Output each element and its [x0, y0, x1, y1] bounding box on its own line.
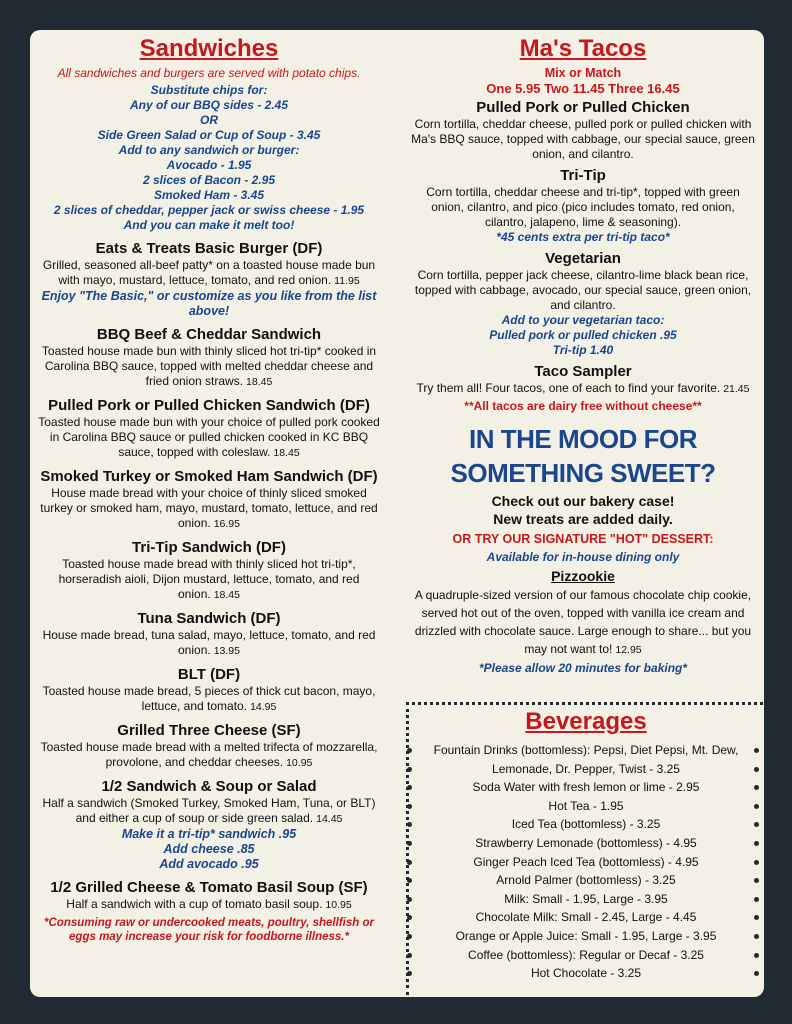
taco-note: *45 cents extra per tri-tip taco* [496, 230, 670, 244]
option-line: Avocado - 1.95 [166, 158, 252, 172]
pizzookie-price: 12.95 [615, 644, 642, 656]
sandwich-options [36, 83, 382, 233]
bullet-icon [407, 822, 412, 827]
bullet-icon [754, 934, 759, 939]
addon-line: Add avocado .95 [159, 857, 259, 871]
taco-item [410, 362, 756, 397]
menu-item [36, 325, 382, 390]
beverage-item: Strawberry Lemonade (bottomless) - 4.95 [409, 834, 763, 853]
taco-desc: Try them all! Four tacos, one of each to find your favorite. 21.45 [416, 381, 750, 395]
item-name: BLT (DF) [177, 666, 241, 683]
bullet-icon [407, 878, 412, 883]
addon-line: Pulled pork or pulled chicken .95 [489, 328, 677, 342]
sandwiches-column [36, 30, 382, 944]
option-line: 2 slices of Bacon - 2.95 [142, 173, 276, 187]
item-price: 14.45 [316, 813, 343, 825]
sandwiches-intro: All sandwiches and burgers are served with potato chips. [57, 66, 361, 80]
bullet-icon [754, 860, 759, 865]
menu-item [36, 721, 382, 771]
menu-item [36, 396, 382, 461]
item-price: 14.95 [250, 701, 277, 713]
item-name: 1/2 Sandwich & Soup or Salad [101, 778, 317, 795]
item-desc: House made bread with your choice of thinly sliced smoked turkey or smoked ham, mayo, mustard, tomato, lettuce, and red onion. 16.95 [40, 486, 378, 530]
item-price: 16.95 [213, 518, 240, 530]
option-line: Side Green Salad or Cup of Soup - 3.45 [97, 128, 321, 142]
taco-name: Vegetarian [545, 250, 621, 267]
option-line: Any of our BBQ sides - 2.45 [129, 98, 289, 112]
item-desc: Grilled, seasoned all-beef patty* on a toasted house made bun with mayo, mustard, lettuce, tomato, and red onion. 11.95 [42, 258, 376, 287]
item-price: 18.45 [213, 589, 240, 601]
item-name: Tuna Sandwich (DF) [137, 610, 281, 627]
option-line: Substitute chips for: [150, 83, 268, 97]
item-desc: Toasted house made bread with a melted trifecta of mozzarella, provolone, and cheddar cheeses. 10.95 [40, 740, 378, 769]
item-name: Smoked Turkey or Smoked Ham Sandwich (DF) [40, 468, 378, 485]
bakery-line-1: Check out our bakery case! [491, 493, 675, 509]
beverage-item: Orange or Apple Juice: Small - 1.95, Large - 3.95 [409, 927, 763, 946]
menu-item [36, 538, 382, 603]
bullet-icon [407, 971, 412, 976]
bullet-icon [754, 822, 759, 827]
bullet-icon [754, 748, 759, 753]
beverage-item: Chocolate Milk: Small - 2.45, Large - 4.45 [409, 908, 763, 927]
beverage-item: Coffee (bottomless): Regular or Decaf - 3.25 [409, 946, 763, 965]
beverage-item: Soda Water with fresh lemon or lime - 2.95 [409, 778, 763, 797]
item-desc: Toasted house made bun with thinly sliced hot tri-tip* cooked in Carolina BBQ sauce, topped with melted cheddar cheese and fried onion straws. 18.45 [41, 344, 377, 388]
item-desc: Toasted house made bread with thinly sliced hot tri-tip*, horseradish aioli, Dijon mustard, lettuce, tomato, and red onion. 18.45 [58, 557, 360, 601]
option-line: And you can make it melt too! [123, 218, 295, 232]
item-name: Tri-Tip Sandwich (DF) [132, 539, 286, 556]
taco-name: Taco Sampler [534, 363, 632, 380]
taco-item [410, 98, 756, 162]
dairy-note: **All tacos are dairy free without cheese** [464, 399, 702, 413]
beverage-item: Milk: Small - 1.95, Large - 3.95 [409, 890, 763, 909]
item-price: 18.45 [273, 447, 300, 459]
bakery-line-2: New treats are added daily. [493, 511, 673, 527]
beverage-item: Hot Tea - 1.95 [409, 797, 763, 816]
bullet-icon [407, 767, 412, 772]
bullet-icon [754, 841, 759, 846]
item-price: 18.45 [246, 376, 273, 388]
menu-item [36, 777, 382, 872]
pizzookie-desc: A quadruple-sized version of our famous chocolate chip cookie, served hot out of the oven, topped with vanilla ice cream and drizzled with chocolate sauce. Large enough to share... but you may not want to! 12.95 [414, 588, 752, 656]
addon-line: Tri-tip 1.40 [552, 343, 614, 357]
taco-item [410, 249, 756, 358]
item-desc: Toasted house made bun with your choice of pulled pork cooked in Carolina BBQ sauce or pulled chicken cooked in KC BBQ sauce, topped with coleslaw. 18.45 [38, 415, 380, 459]
beverages-section [406, 702, 763, 995]
foodborne-warning: *Consuming raw or undercooked meats, poultry, shellfish or eggs may increase your risk for foodborne illness.* [44, 917, 374, 943]
beverages-title: Beverages [525, 708, 647, 735]
item-name: Grilled Three Cheese (SF) [117, 722, 301, 739]
menu-item [36, 239, 382, 319]
baking-note: *Please allow 20 minutes for baking* [478, 661, 688, 675]
sweet-headline-2: SOMETHING SWEET? [450, 458, 716, 488]
bullet-icon [407, 804, 412, 809]
beverage-item: Hot Chocolate - 3.25 [409, 964, 763, 983]
menu-item [36, 609, 382, 659]
bullet-icon [754, 767, 759, 772]
taco-item [410, 166, 756, 245]
option-line: Add to any sandwich or burger: [118, 143, 300, 157]
bullet-icon [407, 841, 412, 846]
item-desc: Half a sandwich with a cup of tomato basil soup. 10.95 [66, 897, 352, 911]
item-name: Eats & Treats Basic Burger (DF) [95, 240, 323, 257]
menu-page [30, 30, 764, 997]
bullet-icon [754, 915, 759, 920]
taco-name: Pulled Pork or Pulled Chicken [476, 99, 690, 116]
item-note: Enjoy "The Basic," or customize as you like from the list above! [41, 289, 377, 318]
taco-desc: Corn tortilla, cheddar cheese, pulled pork or pulled chicken with Ma's BBQ sauce, topped with cabbage, our special sauce, green onion, and cilantro. [411, 117, 755, 161]
tacos-column [410, 30, 756, 677]
item-price: 11.95 [334, 275, 360, 287]
bullet-icon [407, 785, 412, 790]
bullet-icon [754, 878, 759, 883]
tacos-title: Ma's Tacos [519, 35, 647, 62]
beverage-item: Arnold Palmer (bottomless) - 3.25 [409, 871, 763, 890]
item-desc: House made bread, tuna salad, mayo, lettuce, tomato, and red onion. 13.95 [42, 628, 376, 657]
bullet-icon [407, 953, 412, 958]
bullet-icon [407, 897, 412, 902]
item-price: 10.95 [325, 899, 352, 911]
signature-dessert: OR TRY OUR SIGNATURE "HOT" DESSERT: [452, 532, 714, 546]
bullet-icon [407, 748, 412, 753]
option-line: 2 slices of cheddar, pepper jack or swiss cheese - 1.95 [53, 203, 365, 217]
addon-line: Add cheese .85 [163, 842, 255, 856]
sweet-headline-1: IN THE MOOD FOR [469, 424, 697, 454]
item-name: BBQ Beef & Cheddar Sandwich [96, 326, 322, 343]
taco-desc: Corn tortilla, pepper jack cheese, cilantro-lime black bean rice, topped with cabbage, avocado, our special sauce, green onion, and cilantro. [414, 268, 752, 312]
beverage-item: Fountain Drinks (bottomless): Pepsi, Diet Pepsi, Mt. Dew, [409, 741, 763, 760]
bullet-icon [754, 804, 759, 809]
menu-item [36, 878, 382, 913]
menu-item [36, 665, 382, 715]
addon-line: Add to your vegetarian taco: [501, 313, 665, 327]
item-name: 1/2 Grilled Cheese & Tomato Basil Soup (SF) [50, 879, 368, 896]
sweet-section [410, 422, 756, 677]
item-name: Pulled Pork or Pulled Chicken Sandwich (DF) [48, 397, 370, 414]
menu-item [36, 467, 382, 532]
item-price: 13.95 [213, 645, 240, 657]
bullet-icon [407, 915, 412, 920]
bullet-icon [754, 897, 759, 902]
option-line: Smoked Ham - 3.45 [153, 188, 265, 202]
taco-price: 21.45 [723, 383, 750, 395]
beverage-list [409, 741, 763, 983]
bullet-icon [407, 860, 412, 865]
bullet-icon [407, 934, 412, 939]
taco-desc: Corn tortilla, cheddar cheese and tri-tip*, topped with green onion, cilantro, and pico (pico includes tomato, red onion, cilantro, jalapeno, lime & seasoning). [426, 185, 740, 229]
beverage-item: Iced Tea (bottomless) - 3.25 [409, 815, 763, 834]
sandwiches-title: Sandwiches [139, 35, 279, 62]
beverage-item: Lemonade, Dr. Pepper, Twist - 3.25 [409, 760, 763, 779]
bullet-icon [754, 971, 759, 976]
taco-name: Tri-Tip [560, 167, 606, 184]
item-desc: Toasted house made bread, 5 pieces of thick cut bacon, mayo, lettuce, and tomato. 14.95 [42, 684, 376, 713]
tacos-pricing: One 5.95 Two 11.45 Three 16.45 [486, 81, 680, 96]
option-line: OR [200, 113, 218, 127]
item-price: 10.95 [286, 757, 313, 769]
item-desc: Half a sandwich (Smoked Turkey, Smoked Ham, Tuna, or BLT) and either a cup of soup or side green salad. 14.45 [42, 796, 376, 825]
pizzookie-title: Pizzookie [551, 568, 615, 584]
availability: Available for in-house dining only [486, 550, 680, 564]
tacos-mix: Mix or Match [544, 66, 622, 80]
bullet-icon [754, 953, 759, 958]
addon-line: Make it a tri-tip* sandwich .95 [121, 827, 297, 841]
beverage-item: Ginger Peach Iced Tea (bottomless) - 4.95 [409, 853, 763, 872]
bullet-icon [754, 785, 759, 790]
